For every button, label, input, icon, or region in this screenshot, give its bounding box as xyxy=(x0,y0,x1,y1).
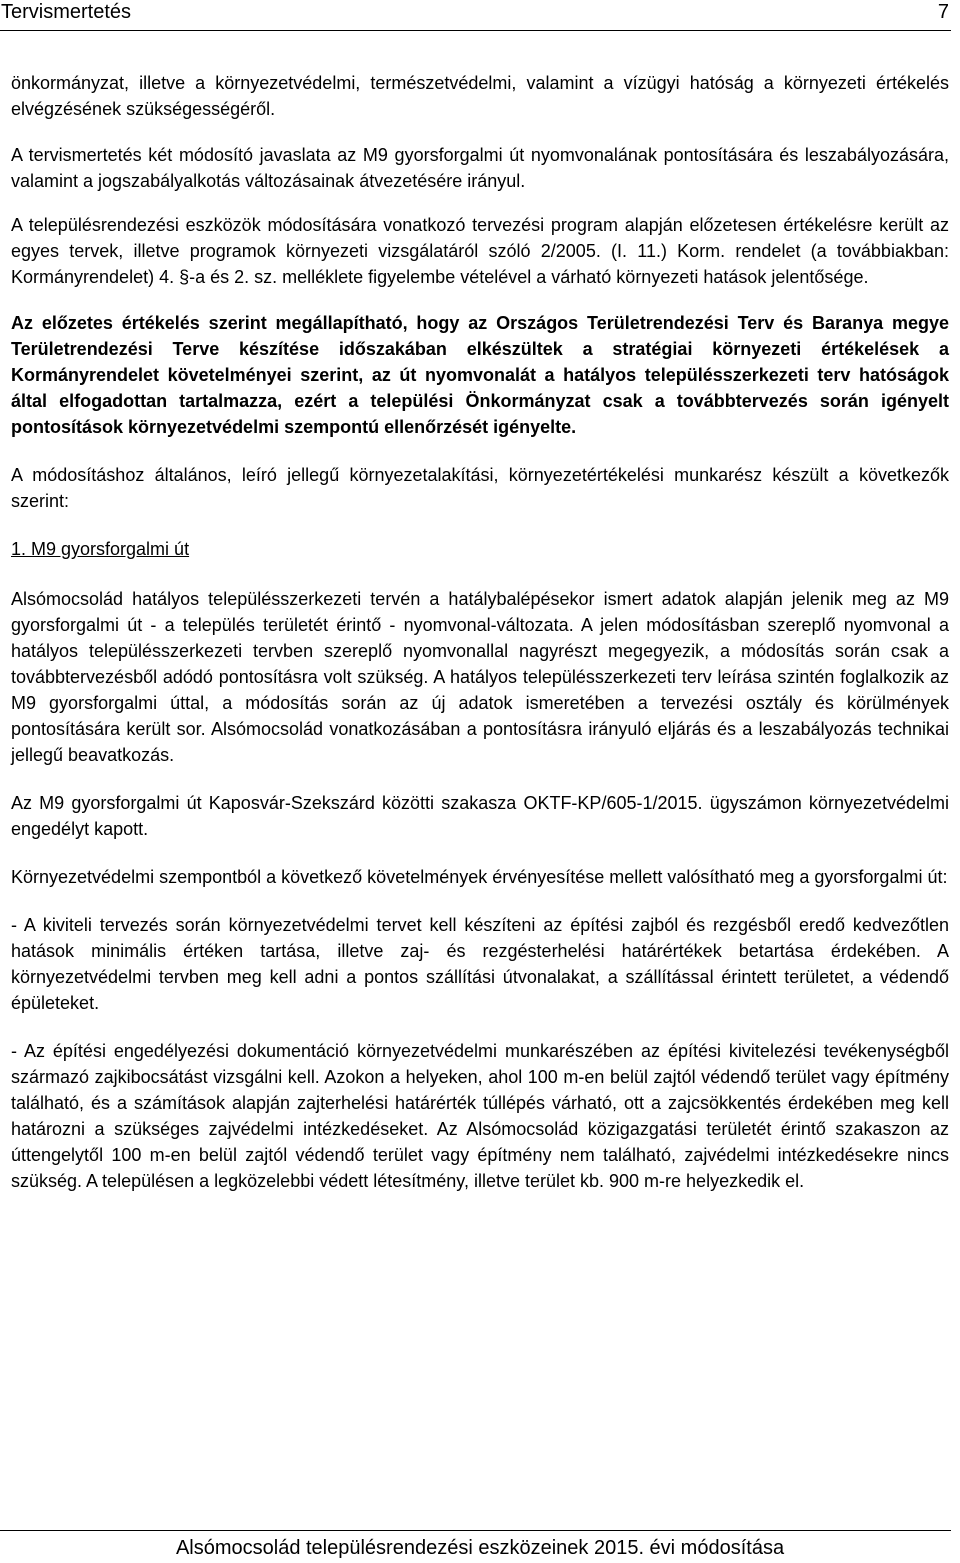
paragraph-bold: Az előzetes értékelés szerint megállapítható, hogy az Országos Területrendezési Terv és Baranya megye Területrendezési Terve készítése időszakában elkészültek a stratégiai környezeti értékelések a Kormányrendelet követelményei szerint, az út nyomvonalát a hatályos településszerkezeti terv hatóságok által elfogadottan tartalmazza, ezért a települési Önkormányzat csak a továbbtervezés során igényelt pontosítások környezetvédelmi szempontú ellenőrzését igényelte. xyxy=(11,313,949,437)
paragraph: önkormányzat, illetve a környezetvédelmi, természetvédelmi, valamint a vízügyi hatóság a környezeti értékelés elvégzésének szükségességéről. xyxy=(11,73,949,119)
page-number: 7 xyxy=(937,1,949,23)
paragraph: A tervismertetés két módosító javaslata az M9 gyorsforgalmi út nyomvonalának pontosítására és leszabályozására, valamint a jogszabályalkotás változásainak átvezetésére irányul. xyxy=(11,145,949,191)
page-footer: Alsómocsolád településrendezési eszközeinek 2015. évi módosítása xyxy=(175,1537,785,1559)
paragraph: Az M9 gyorsforgalmi út Kaposvár-Szekszárd közötti szakasza OKTF-KP/605-1/2015. ügyszámon környezetvédelmi engedélyt kapott. xyxy=(11,793,949,839)
document-body xyxy=(11,70,949,1194)
section-heading: 1. M9 gyorsforgalmi út xyxy=(11,539,190,559)
paragraph: A településrendezési eszközök módosítására vonatkozó tervezési program alapján előzetesen értékelésre került az egyes tervek, illetve programok környezeti vizsgálatáról szóló 2/2005. (I. 11.) Korm. rendelet (a továbbiakban: Kormányrendelet) 4. §-a és 2. sz. melléklete figyelembe vételével a várható környezeti hatások jelentősége. xyxy=(11,215,949,287)
page-header xyxy=(0,0,951,31)
list-item: - A kiviteli tervezés során környezetvédelmi tervet kell készíteni az építési zajból és rezgésből eredő kedvezőtlen hatások minimális értéken tartása, illetve zaj- és rezgésterhelési határértékek betartása érdekében. A környezetvédelmi tervben meg kell adni a pontos szállítási útvonalakat, a szállítással érintett területet, a védendő épületeket. xyxy=(11,915,949,1013)
footer-divider xyxy=(0,1530,951,1531)
paragraph: Környezetvédelmi szempontból a következő követelmények érvényesítése mellett valósítható meg a gyorsforgalmi út: xyxy=(11,867,948,887)
list-item: - Az építési engedélyezési dokumentáció környezetvédelmi munkarészében az építési kivitelezési tevékenységből származó zajkibocsátást vizsgálni kell. Azokon a helyeken, ahol 100 m-en belül zajtól védendő terület vagy építmény található, és a számítások alapján zajterhelési határérték túllépés várható, ott a zajcsökkentés érdekében meg kell határozni a szükséges zajvédelmi intézkedéseket. Az Alsómocsolád közigazgatási területét érintő szakaszon az úttengelytől 100 m-en belül zajtól védendő terület vagy építmény nem található, zajvédelmi intézkedésekre nincs szükség. A településen a legközelebbi védett létesítmény, illetve terület kb. 900 m-re helyezkedik el. xyxy=(11,1041,949,1191)
header-title: Tervismertetés xyxy=(1,1,132,23)
paragraph: Alsómocsolád hatályos településszerkezeti tervén a hatálybalépésekor ismert adatok alapján jelenik meg az M9 gyorsforgalmi út - a település területét érintő - nyomvonal-változata. A jelen módosításban szereplő nyomvonal a hatályos településszerkezeti tervben szereplő nyomvonallal nagyrészt megegyezik, a módosítás során csak a továbbtervezésből adódó pontosításra volt szükség. A hatályos településszerkezeti terv leírása szintén foglalkozik az M9 gyorsforgalmi úttal, a módosítás során az új adatok ismeretében a tervezési osztály és körülmények pontosítására került sor. Alsómocsolád vonatkozásában a pontosításra irányuló eljárás és a leszabályozás technikai jellegű beavatkozás. xyxy=(11,589,949,765)
paragraph: A módosításhoz általános, leíró jellegű környezetalakítási, környezetértékelési munkarész készült a következők szerint: xyxy=(11,465,949,511)
